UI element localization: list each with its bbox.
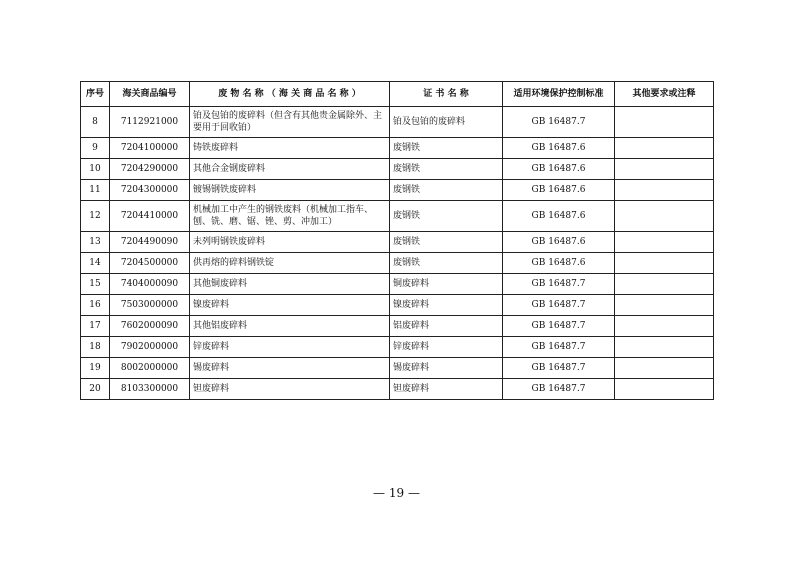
cell-customs-code: 7404000090 [110,274,190,295]
cell-certificate-name: 镍废碎料 [390,295,503,316]
table-row [81,337,714,358]
cell-serial-number: 8 [81,107,110,138]
cell-environmental-standard: GB 16487.7 [503,358,615,379]
table-body [81,107,714,400]
cell-environmental-standard: GB 16487.7 [503,107,615,138]
cell-customs-code: 7204100000 [110,138,190,159]
cell-waste-name: 其他铝废碎料 [190,316,390,337]
cell-other-notes [615,138,714,159]
cell-environmental-standard: GB 16487.7 [503,295,615,316]
cell-serial-number: 18 [81,337,110,358]
table-row [81,138,714,159]
cell-waste-name: 镀锡钢铁废碎料 [190,180,390,201]
cell-environmental-standard: GB 16487.6 [503,180,615,201]
header-customs-code: 海关商品编号 [110,82,190,107]
cell-serial-number: 12 [81,201,110,232]
cell-other-notes [615,358,714,379]
cell-environmental-standard: GB 16487.6 [503,232,615,253]
cell-certificate-name: 废钢铁 [390,253,503,274]
cell-waste-name: 机械加工中产生的钢铁废料（机械加工指车、刨、铣、磨、锯、锉、剪、冲加工） [190,201,390,232]
cell-waste-name: 其他铜废碎料 [190,274,390,295]
cell-serial-number: 9 [81,138,110,159]
cell-certificate-name: 废钢铁 [390,201,503,232]
cell-waste-name: 未列明钢铁废碎料 [190,232,390,253]
header-certificate-name: 证 书 名 称 [390,82,503,107]
cell-certificate-name: 铝废碎料 [390,316,503,337]
cell-other-notes [615,107,714,138]
cell-serial-number: 16 [81,295,110,316]
cell-environmental-standard: GB 16487.6 [503,253,615,274]
table-row [81,232,714,253]
cell-other-notes [615,180,714,201]
cell-serial-number: 10 [81,159,110,180]
header-other-notes: 其他要求或注释 [615,82,714,107]
cell-environmental-standard: GB 16487.6 [503,138,615,159]
table-row [81,180,714,201]
cell-environmental-standard: GB 16487.7 [503,337,615,358]
cell-certificate-name: 废钢铁 [390,159,503,180]
cell-customs-code: 7204490090 [110,232,190,253]
table-row [81,253,714,274]
cell-serial-number: 11 [81,180,110,201]
table-row [81,107,714,138]
cell-certificate-name: 锡废碎料 [390,358,503,379]
cell-serial-number: 14 [81,253,110,274]
cell-waste-name: 钽废碎料 [190,379,390,400]
cell-certificate-name: 废钢铁 [390,180,503,201]
table-row [81,316,714,337]
cell-certificate-name: 钽废碎料 [390,379,503,400]
header-row [81,82,714,107]
cell-other-notes [615,337,714,358]
cell-other-notes [615,274,714,295]
cell-waste-name: 供再熔的碎料钢铁锭 [190,253,390,274]
cell-customs-code: 7204500000 [110,253,190,274]
page-number: — 19 — [373,486,420,500]
cell-other-notes [615,201,714,232]
cell-waste-name: 镍废碎料 [190,295,390,316]
cell-serial-number: 13 [81,232,110,253]
cell-waste-name: 锌废碎料 [190,337,390,358]
waste-catalog-table [80,81,714,400]
cell-customs-code: 7503000000 [110,295,190,316]
cell-other-notes [615,316,714,337]
cell-environmental-standard: GB 16487.7 [503,316,615,337]
cell-customs-code: 7204410000 [110,201,190,232]
cell-waste-name: 其他合金钢废碎料 [190,159,390,180]
table-header [81,82,714,107]
cell-other-notes [615,159,714,180]
cell-certificate-name: 锌废碎料 [390,337,503,358]
cell-serial-number: 20 [81,379,110,400]
cell-other-notes [615,253,714,274]
cell-customs-code: 7602000090 [110,316,190,337]
cell-customs-code: 7902000000 [110,337,190,358]
cell-waste-name: 铂及包铂的废碎料（但含有其他贵金属除外、主要用于回收铂） [190,107,390,138]
cell-certificate-name: 废钢铁 [390,138,503,159]
cell-serial-number: 17 [81,316,110,337]
cell-environmental-standard: GB 16487.7 [503,379,615,400]
cell-waste-name: 铸铁废碎料 [190,138,390,159]
cell-other-notes [615,379,714,400]
cell-environmental-standard: GB 16487.6 [503,201,615,232]
cell-customs-code: 8002000000 [110,358,190,379]
cell-environmental-standard: GB 16487.6 [503,159,615,180]
table-row [81,159,714,180]
cell-customs-code: 7204290000 [110,159,190,180]
header-waste-name: 废 物 名 称 （ 海 关 商 品 名 称 ） [190,82,390,107]
cell-environmental-standard: GB 16487.7 [503,274,615,295]
table-row [81,201,714,232]
cell-serial-number: 15 [81,274,110,295]
cell-certificate-name: 铂及包铂的废碎料 [390,107,503,138]
header-serial-number: 序号 [81,82,110,107]
cell-certificate-name: 废钢铁 [390,232,503,253]
cell-customs-code: 7112921000 [110,107,190,138]
cell-certificate-name: 铜废碎料 [390,274,503,295]
table-row [81,358,714,379]
cell-customs-code: 7204300000 [110,180,190,201]
header-environmental-standard: 适用环境保护控制标准 [503,82,615,107]
cell-waste-name: 锡废碎料 [190,358,390,379]
cell-other-notes [615,232,714,253]
cell-other-notes [615,295,714,316]
cell-customs-code: 8103300000 [110,379,190,400]
table-row [81,274,714,295]
table-row [81,379,714,400]
cell-serial-number: 19 [81,358,110,379]
table-row [81,295,714,316]
